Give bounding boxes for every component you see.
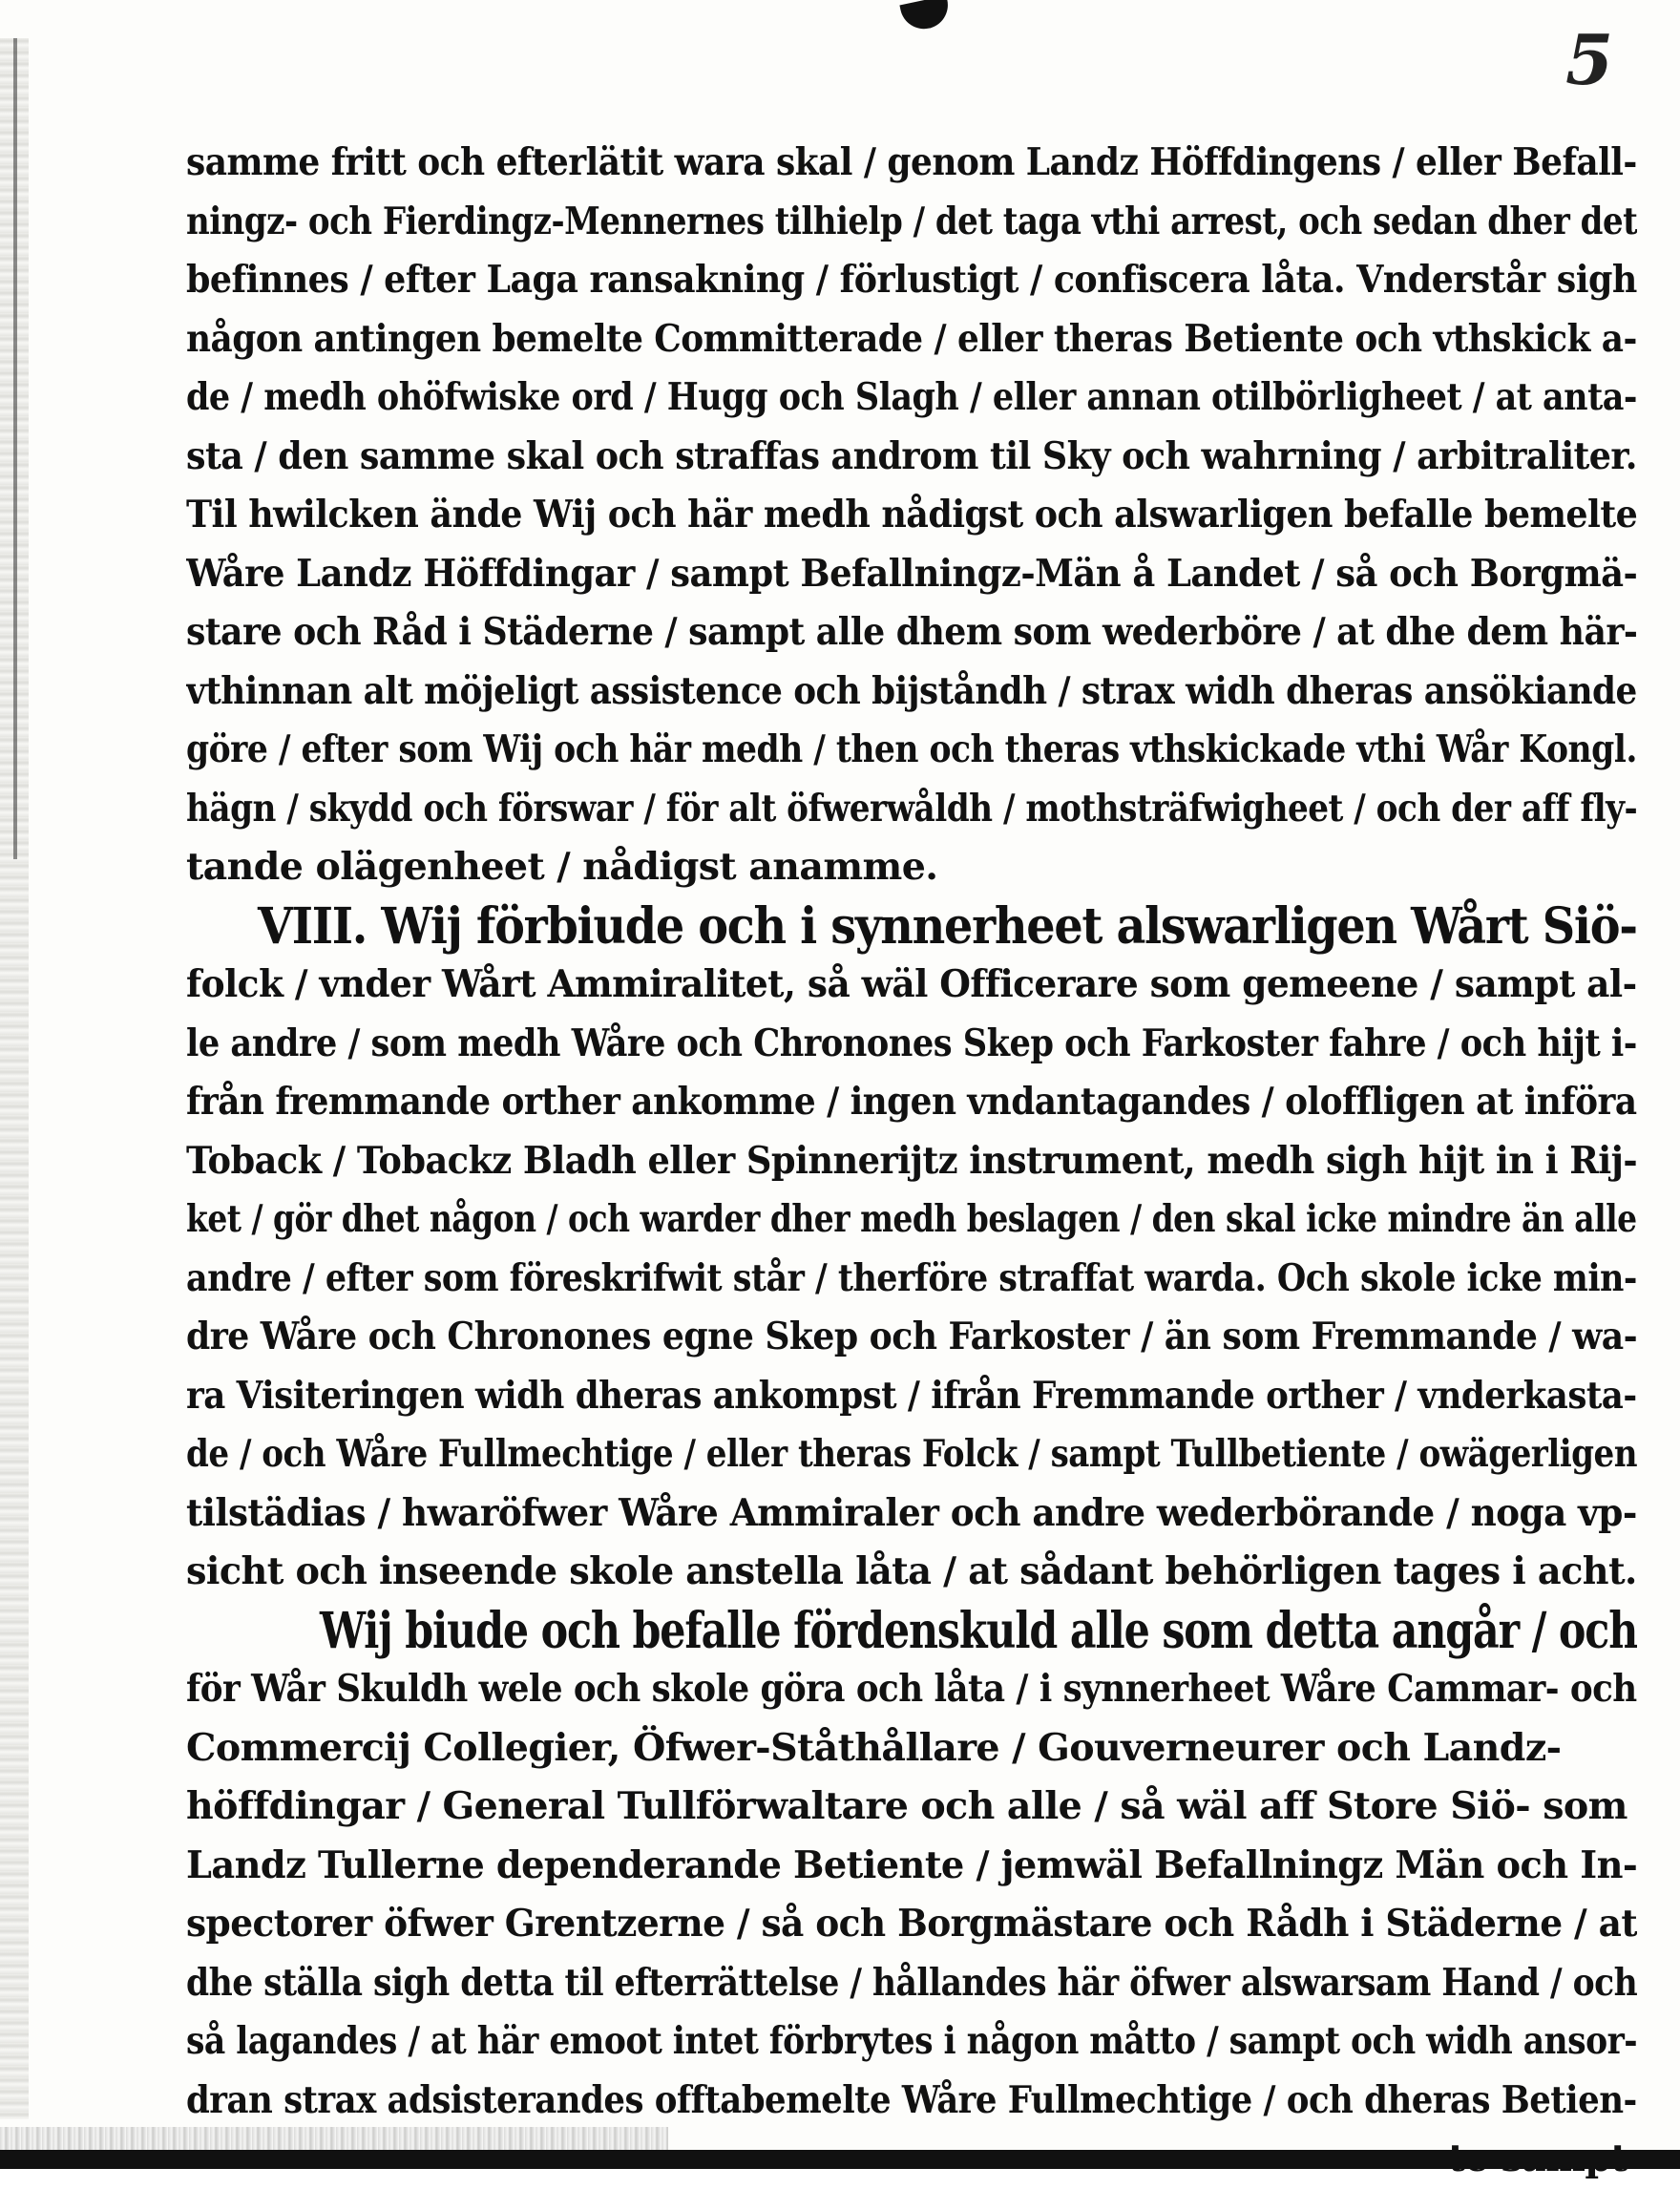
text-line: stare och Råd i Städerne / sampt alle dhem som wederböre / at dhe dem här-: [186, 610, 1637, 654]
text-line: de / medh ohöfwiske ord / Hugg och Slagh / eller annan otilbörligheet / at anta-: [186, 375, 1637, 419]
text-line: göre / efter som Wij och här medh / then och theras vthskickade vthi Wår Kongl.: [186, 727, 1637, 771]
ink-blot: [899, 0, 952, 33]
page-number: 5: [1565, 19, 1614, 100]
scan-bottom-noise: [0, 2127, 668, 2150]
text-line: sta / den samme skal och straffas androm til Sky och wahrning / arbitraliter.: [186, 433, 1637, 478]
text-line: le andre / som medh Wåre och Chronones Skep och Farkoster fahre / och hijt i-: [186, 1021, 1637, 1065]
text-line: Landz Tullerne dependerande Betiente / jemwäl Befallningz Män och In-: [186, 1842, 1637, 1887]
text-line: dran strax adsisterandes offtabemelte Wåre Fullmechtige / och dheras Betien-: [186, 2077, 1637, 2122]
text-line: spectorer öfwer Grentzerne / så och Borgmästare och Rådh i Städerne / at: [186, 1902, 1637, 1946]
text-line: andre / efter som föreskrifwit står / therföre straffat warda. Och skole icke min-: [186, 1255, 1637, 1300]
text-line: så lagandes / at här emoot intet förbrytes i någon måtto / sampt och widh ansor-: [186, 2019, 1637, 2063]
text-line: vthinnan alt möjeligt assistence och bijståndh / strax widh dheras ansökiande: [186, 668, 1637, 713]
text-line: folck / vnder Wårt Ammiralitet, så wäl Officerare som gemeene / sampt al-: [186, 962, 1637, 1006]
text-line: dre Wåre och Chronones egne Skep och Farkoster / än som Fremmande / wa-: [186, 1315, 1637, 1358]
text-line: Toback / Tobackz Bladh eller Spinnerijtz instrument, medh sigh hijt in i Rij-: [186, 1138, 1637, 1183]
text-line: höffdingar / General Tullförwaltare och alle / så wäl aff Store Siö- som: [186, 1784, 1628, 1828]
scan-bottom-edge: [0, 2150, 1680, 2169]
text-line: tande olägenheet / nådigst anamme.: [186, 845, 938, 889]
text-line: sicht och inseende skole anstella låta / at sådant behörligen tages i acht.: [186, 1549, 1637, 1593]
text-line: någon antingen bemelte Committerade / eller theras Betiente och vthskick a-: [186, 316, 1637, 361]
text-line: Wij biude och befalle fördenskuld alle som detta angår / och: [320, 1601, 1637, 1660]
text-line: de / och Wåre Fullmechtige / eller theras Folck / sampt Tullbetiente / owägerligen: [186, 1432, 1637, 1476]
text-line: Wåre Landz Höffdingar / sampt Befallningz-Män å Landet / så och Borgmä-: [186, 551, 1637, 596]
text-line: ningz- och Fierdingz-Mennernes tilhielp / det taga vthi arrest, och sedan dher det: [186, 199, 1637, 243]
scan-edge-rule: [13, 38, 17, 859]
text-line: Til hwilcken ände Wij och här medh nådigst och alswarligen befalle bemelte: [186, 493, 1637, 537]
text-line: ra Visiteringen widh dheras ankompst / ifrån Fremmande orther / vnderkasta-: [186, 1373, 1637, 1418]
text-line: tilstädias / hwaröfwer Wåre Ammiraler och andre wederbörande / noga vp-: [186, 1490, 1637, 1535]
text-line: ket / gör dhet någon / och warder dher medh beslagen / den skal icke mindre än alle: [186, 1197, 1637, 1241]
text-line: samme fritt och efterlätit wara skal / genom Landz Höffdingens / eller Befall-: [186, 140, 1637, 184]
text-line: från fremmande orther ankomme / ingen vndantagandes / oloffligen at införa: [186, 1080, 1637, 1124]
text-line: befinnes / efter Laga ransakning / förlustigt / confiscera låta. Vnderstår sigh: [186, 258, 1637, 302]
text-line: för Wår Skuldh wele och skole göra och låta / i synnerheet Wåre Cammar- och: [186, 1667, 1637, 1711]
text-line: VIII. Wij förbiude och i synnerheet alswarligen Wårt Siö-: [258, 896, 1637, 956]
text-line: dhe ställa sigh detta til efterrättelse / hållandes här öfwer alswarsam Hand / och: [186, 1960, 1637, 2005]
text-line: hägn / skydd och förswar / för alt öfwerwåldh / mothsträfwigheet / och der aff fly-: [186, 786, 1637, 831]
text-line: Commercij Collegier, Öfwer-Ståthållare / Gouverneurer och Landz-: [186, 1725, 1562, 1770]
body-text: [186, 134, 1637, 2189]
